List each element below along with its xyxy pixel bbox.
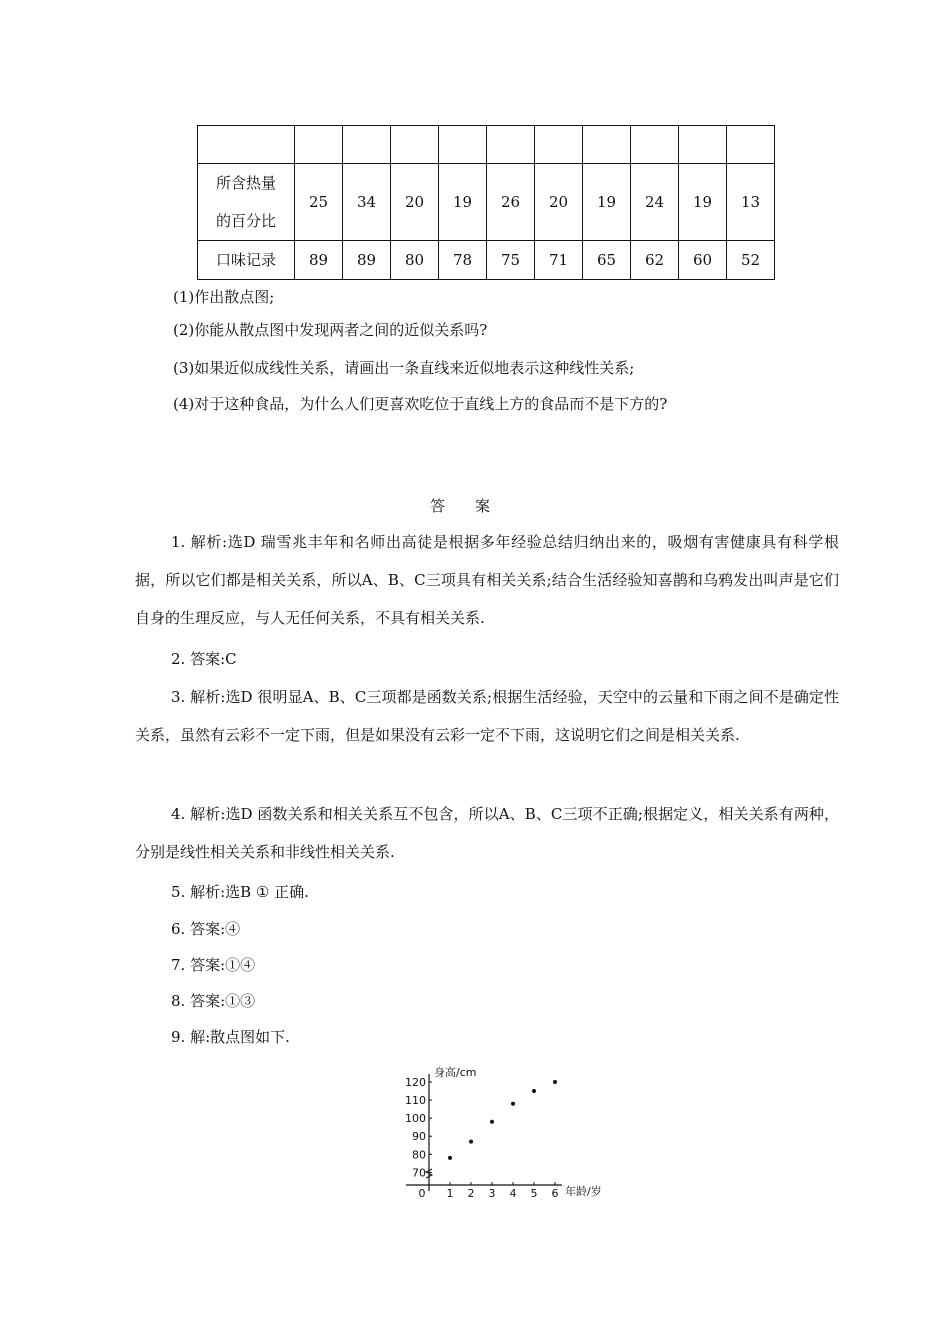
y-axis-label: 身高/cm: [434, 1066, 477, 1079]
table-cell: 75: [487, 241, 535, 280]
answer-7: [135, 946, 839, 984]
table-row-label: [198, 164, 295, 241]
table-cell: 25: [295, 164, 343, 241]
table-header-cell: [727, 126, 775, 164]
x-tick-label: 3: [488, 1187, 496, 1200]
data-table: [197, 125, 775, 280]
scatter-point: [448, 1156, 452, 1160]
table-cell: 13: [727, 164, 775, 241]
scatter-points: [448, 1080, 557, 1160]
table-cell: 78: [439, 241, 487, 280]
table-cell: 19: [679, 164, 727, 241]
table-row-label: [198, 241, 295, 280]
y-tick-label: 90: [412, 1130, 426, 1144]
answer-8-text: 8. 答案:①③: [171, 992, 256, 1010]
height-age-scatter-plot: [402, 1062, 617, 1202]
table-cell: 20: [391, 164, 439, 241]
table-header-cell: [631, 126, 679, 164]
table-cell: 19: [439, 164, 487, 241]
answer-2: [135, 640, 839, 678]
table-cell: 19: [583, 164, 631, 241]
y-tick-label: 100: [405, 1112, 426, 1126]
scatter-point: [553, 1080, 557, 1084]
answer-6: [135, 910, 839, 948]
x-axis-label: 年龄/岁: [565, 1185, 602, 1198]
x-tick-label: 0: [418, 1187, 426, 1200]
answer-7-text: 7. 答案:①④: [171, 956, 256, 974]
answer-4-text: 4. 解析:选D 函数关系和相关关系互不包含，所以A、B、C三项不正确;根据定义，相关关系有两种，分别是线性相关关系和非线性相关关系.: [135, 805, 839, 861]
table-cell: 80: [391, 241, 439, 280]
table-cell: 52: [727, 241, 775, 280]
answer-1: [135, 523, 839, 637]
table-header-row: [198, 126, 775, 164]
y-tick-label: 120: [405, 1076, 426, 1089]
question-2: (2)你能从散点图中发现两者之间的近似关系吗?: [173, 321, 488, 339]
y-tick-label: 110: [405, 1094, 426, 1108]
answer-5: [135, 873, 839, 911]
table-cell: 26: [487, 164, 535, 241]
table-cell: 34: [343, 164, 391, 241]
table-row-calorie-percentage: [198, 164, 775, 241]
table-header-cell: [583, 126, 631, 164]
table-cell: 60: [679, 241, 727, 280]
axis-break-mark: [426, 1169, 432, 1178]
y-tick-label: 80: [412, 1148, 426, 1162]
x-tick-label: 2: [467, 1187, 475, 1200]
table-header-cell: [535, 126, 583, 164]
x-tick-label: 5: [530, 1187, 538, 1200]
table-header-cell: [487, 126, 535, 164]
plot-axes: [406, 1074, 562, 1191]
answer-9-text: 9. 解:散点图如下.: [171, 1028, 290, 1046]
table-cell: 89: [295, 241, 343, 280]
table-cell: 89: [343, 241, 391, 280]
answer-1-text: 1. 解析:选D 瑞雪兆丰年和名师出高徒是根据多年经验总结归纳出来的，吸烟有害健康具有科学根据，所以它们都是相关关系，所以A、B、C三项具有相关关系;结合生活经验知喜鹊和乌鸦发出叫声是它们自身的生理反应，与人无任何关系，不具有相关关系.: [135, 533, 839, 627]
table-row-label-line: 的百分比: [215, 212, 276, 230]
scatter-point: [532, 1089, 536, 1093]
table-row-taste-score: [198, 241, 775, 280]
table-row-label-line: 口味记录: [215, 251, 276, 269]
scatter-point: [490, 1120, 494, 1124]
question-1: (1)作出散点图;: [173, 288, 275, 306]
answer-3-text: 3. 解析:选D 很明显A、B、C三项都是函数关系;根据生活经验，天空中的云量和下雨之间不是确定性关系，虽然有云彩不一定下雨，但是如果没有云彩一定不下雨，这说明它们之间是相关关系.: [135, 688, 839, 744]
question-3: (3)如果近似成线性关系，请画出一条直线来近似地表示这种线性关系;: [173, 359, 635, 377]
table-cell: 62: [631, 241, 679, 280]
x-tick-label: 1: [446, 1187, 454, 1200]
scatter-point: [469, 1140, 473, 1144]
answers-title: 答案: [429, 497, 520, 515]
table-header-cell: [439, 126, 487, 164]
table-cell: 24: [631, 164, 679, 241]
answer-3: [135, 678, 839, 754]
answer-9: [135, 1018, 839, 1056]
table-cell: 65: [583, 241, 631, 280]
answer-5-text: 5. 解析:选B ① 正确.: [171, 883, 309, 901]
table-header-cell: [295, 126, 343, 164]
answer-4: [135, 795, 839, 871]
scatter-point: [511, 1102, 515, 1106]
x-tick-label: 6: [551, 1187, 559, 1200]
answer-8: [135, 982, 839, 1020]
answer-2-text: 2. 答案:C: [171, 650, 237, 668]
table-header-cell: [679, 126, 727, 164]
y-axis-ticks: [405, 1076, 432, 1179]
question-4: (4)对于这种食品，为什么人们更喜欢吃位于直线上方的食品而不是下方的?: [173, 395, 668, 413]
table-header-cell: [391, 126, 439, 164]
table-row-label-line: 所含热量: [215, 174, 276, 192]
x-tick-label: 4: [509, 1187, 517, 1200]
table-cell: 20: [535, 164, 583, 241]
y-tick-label: 70: [412, 1166, 426, 1180]
table-header-cell: [198, 126, 295, 164]
table-header-cell: [343, 126, 391, 164]
table-cell: 71: [535, 241, 583, 280]
answer-6-text: 6. 答案:④: [171, 920, 241, 938]
